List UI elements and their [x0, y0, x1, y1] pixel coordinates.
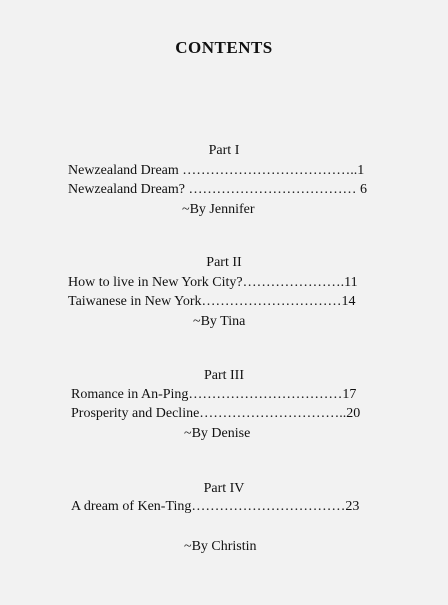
page-title: CONTENTS — [175, 38, 273, 57]
toc-entry-taiwanese-in-new-york: Taiwanese in New York…………………………14 — [68, 294, 356, 309]
part-4-author: ~By Christin — [184, 539, 257, 554]
part-3-heading: Part III — [203, 368, 245, 383]
toc-entry-newzealand-dream: Newzealand Dream ………………………………..1 — [68, 163, 365, 178]
toc-entry-newzealand-dream-question: Newzealand Dream? ……………………………… 6 — [68, 182, 367, 197]
part-4-heading: Part IV — [203, 481, 245, 496]
part-2-heading: Part II — [206, 255, 242, 270]
toc-entry-prosperity-and-decline: Prosperity and Decline…………………………..20 — [71, 406, 361, 421]
toc-entry-dream-of-ken-ting: A dream of Ken-Ting……………………………23 — [71, 499, 360, 514]
toc-entry-new-york-city: How to live in New York City?………………….11 — [68, 275, 358, 290]
part-3-author: ~By Denise — [184, 426, 251, 441]
part-1-heading: Part I — [208, 143, 240, 158]
part-2-author: ~By Tina — [193, 314, 246, 329]
part-1-author: ~By Jennifer — [182, 202, 255, 217]
toc-entry-romance-in-an-ping: Romance in An-Ping……………………………17 — [71, 387, 357, 402]
